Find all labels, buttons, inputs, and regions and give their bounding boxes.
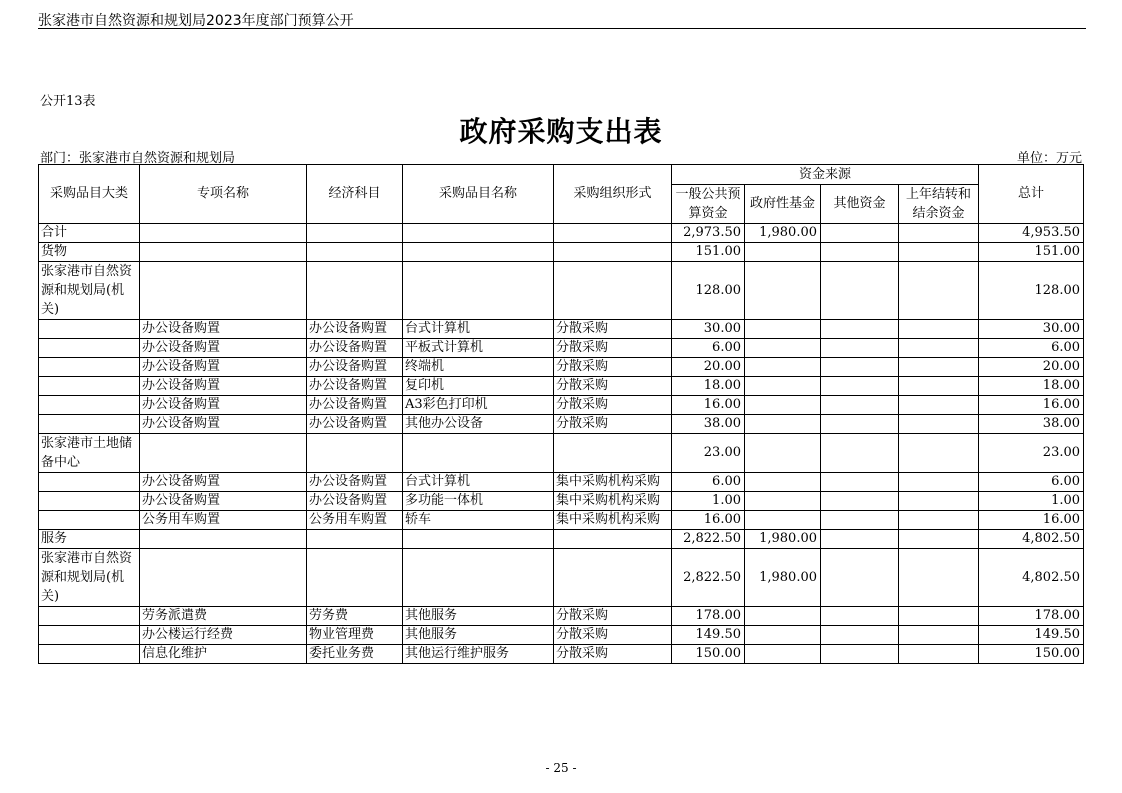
- page-title: 政府采购支出表: [459, 115, 663, 148]
- cell-method: 分散采购: [554, 339, 672, 358]
- cell-gov-fund: [745, 243, 821, 262]
- cell-econ: 办公设备购置: [307, 396, 403, 415]
- table-row: [39, 645, 1084, 664]
- cell-project: 办公楼运行经费: [140, 626, 307, 645]
- cell-econ: 办公设备购置: [307, 339, 403, 358]
- cell-carryover: [899, 339, 979, 358]
- cell-project: [140, 224, 307, 243]
- cell-category: [39, 645, 140, 664]
- cell-gov-fund: [745, 434, 821, 473]
- cell-total: 4,953.50: [979, 224, 1084, 243]
- cell-total: 150.00: [979, 645, 1084, 664]
- header-category: 采购品目大类: [39, 165, 140, 224]
- cell-method: [554, 262, 672, 320]
- cell-total: 30.00: [979, 320, 1084, 339]
- cell-general-budget: 2,973.50: [672, 224, 745, 243]
- cell-project: [140, 434, 307, 473]
- header-funding-source: 资金来源: [672, 165, 979, 185]
- cell-item: [403, 530, 554, 549]
- cell-econ: [307, 243, 403, 262]
- cell-total: 4,802.50: [979, 549, 1084, 607]
- cell-carryover: [899, 530, 979, 549]
- cell-econ: [307, 549, 403, 607]
- cell-econ: [307, 224, 403, 243]
- cell-item: 终端机: [403, 358, 554, 377]
- cell-item: 台式计算机: [403, 320, 554, 339]
- cell-other-funds: [821, 645, 899, 664]
- cell-gov-fund: [745, 358, 821, 377]
- cell-category: [39, 492, 140, 511]
- cell-carryover: [899, 607, 979, 626]
- cell-total: 18.00: [979, 377, 1084, 396]
- cell-econ: 办公设备购置: [307, 320, 403, 339]
- header-gov-fund: 政府性基金: [745, 185, 821, 224]
- cell-method: 集中采购机构采购: [554, 511, 672, 530]
- cell-project: 信息化维护: [140, 645, 307, 664]
- cell-carryover: [899, 243, 979, 262]
- header-project: 专项名称: [140, 165, 307, 224]
- cell-item: 其他办公设备: [403, 415, 554, 434]
- cell-gov-fund: 1,980.00: [745, 224, 821, 243]
- cell-econ: 办公设备购置: [307, 415, 403, 434]
- cell-category: [39, 358, 140, 377]
- cell-carryover: [899, 473, 979, 492]
- cell-other-funds: [821, 396, 899, 415]
- cell-general-budget: 149.50: [672, 626, 745, 645]
- cell-econ: 办公设备购置: [307, 492, 403, 511]
- header-item: 采购品目名称: [403, 165, 554, 224]
- cell-method: 分散采购: [554, 626, 672, 645]
- cell-method: [554, 434, 672, 473]
- header-method: 采购组织形式: [554, 165, 672, 224]
- cell-other-funds: [821, 607, 899, 626]
- cell-gov-fund: [745, 645, 821, 664]
- cell-general-budget: 150.00: [672, 645, 745, 664]
- table-row: [39, 549, 1084, 607]
- cell-project: [140, 549, 307, 607]
- cell-general-budget: 30.00: [672, 320, 745, 339]
- table-row: [39, 224, 1084, 243]
- cell-other-funds: [821, 320, 899, 339]
- cell-category: [39, 320, 140, 339]
- cell-total: 149.50: [979, 626, 1084, 645]
- cell-category: [39, 377, 140, 396]
- cell-method: 分散采购: [554, 377, 672, 396]
- cell-total: 128.00: [979, 262, 1084, 320]
- cell-item: 其他服务: [403, 626, 554, 645]
- cell-method: 分散采购: [554, 607, 672, 626]
- cell-method: [554, 224, 672, 243]
- cell-gov-fund: 1,980.00: [745, 549, 821, 607]
- table-row: [39, 434, 1084, 473]
- cell-total: 178.00: [979, 607, 1084, 626]
- cell-method: 分散采购: [554, 415, 672, 434]
- cell-total: 23.00: [979, 434, 1084, 473]
- cell-category: 张家港市自然资源和规划局(机关): [39, 262, 140, 320]
- cell-total: 6.00: [979, 339, 1084, 358]
- cell-gov-fund: [745, 320, 821, 339]
- cell-item: 其他运行维护服务: [403, 645, 554, 664]
- cell-item: [403, 262, 554, 320]
- cell-gov-fund: [745, 626, 821, 645]
- cell-carryover: [899, 434, 979, 473]
- table-row: [39, 320, 1084, 339]
- cell-other-funds: [821, 492, 899, 511]
- cell-econ: 劳务费: [307, 607, 403, 626]
- table-body: [39, 224, 1084, 664]
- table-row: [39, 243, 1084, 262]
- cell-item: A3彩色打印机: [403, 396, 554, 415]
- cell-carryover: [899, 358, 979, 377]
- cell-item: [403, 243, 554, 262]
- cell-gov-fund: [745, 492, 821, 511]
- cell-method: [554, 549, 672, 607]
- cell-general-budget: 178.00: [672, 607, 745, 626]
- cell-econ: 公务用车购置: [307, 511, 403, 530]
- cell-other-funds: [821, 415, 899, 434]
- cell-project: 办公设备购置: [140, 339, 307, 358]
- cell-item: 多功能一体机: [403, 492, 554, 511]
- cell-category: [39, 473, 140, 492]
- cell-general-budget: 23.00: [672, 434, 745, 473]
- cell-project: 办公设备购置: [140, 396, 307, 415]
- cell-category: [39, 626, 140, 645]
- cell-other-funds: [821, 262, 899, 320]
- cell-project: [140, 243, 307, 262]
- cell-category: [39, 396, 140, 415]
- cell-project: 劳务派遣费: [140, 607, 307, 626]
- cell-carryover: [899, 549, 979, 607]
- cell-general-budget: 16.00: [672, 396, 745, 415]
- header-other-funds: 其他资金: [821, 185, 899, 224]
- cell-project: 办公设备购置: [140, 492, 307, 511]
- cell-total: 16.00: [979, 511, 1084, 530]
- cell-method: 集中采购机构采购: [554, 473, 672, 492]
- cell-carryover: [899, 377, 979, 396]
- cell-category: [39, 607, 140, 626]
- cell-category: [39, 415, 140, 434]
- table-row: [39, 415, 1084, 434]
- cell-category: 张家港市自然资源和规划局(机关): [39, 549, 140, 607]
- cell-category: [39, 511, 140, 530]
- cell-other-funds: [821, 549, 899, 607]
- cell-general-budget: 128.00: [672, 262, 745, 320]
- cell-gov-fund: 1,980.00: [745, 530, 821, 549]
- cell-gov-fund: [745, 339, 821, 358]
- cell-general-budget: 1.00: [672, 492, 745, 511]
- cell-carryover: [899, 320, 979, 339]
- cell-method: [554, 530, 672, 549]
- cell-item: 其他服务: [403, 607, 554, 626]
- cell-econ: 办公设备购置: [307, 377, 403, 396]
- cell-item: [403, 549, 554, 607]
- cell-category: 服务: [39, 530, 140, 549]
- header-carryover: 上年结转和结余资金: [899, 185, 979, 224]
- cell-other-funds: [821, 473, 899, 492]
- page-number: - 25 -: [545, 761, 577, 775]
- cell-item: 复印机: [403, 377, 554, 396]
- cell-carryover: [899, 645, 979, 664]
- cell-econ: 委托业务费: [307, 645, 403, 664]
- cell-general-budget: 20.00: [672, 358, 745, 377]
- header-general-budget: 一般公共预算资金: [672, 185, 745, 224]
- cell-project: [140, 262, 307, 320]
- table-row: [39, 339, 1084, 358]
- cell-other-funds: [821, 243, 899, 262]
- cell-total: 4,802.50: [979, 530, 1084, 549]
- table-row: [39, 492, 1084, 511]
- unit-label: 单位：万元: [1016, 151, 1082, 166]
- cell-total: 1.00: [979, 492, 1084, 511]
- procurement-table: [38, 164, 1084, 664]
- cell-method: [554, 243, 672, 262]
- table-row: [39, 530, 1084, 549]
- cell-general-budget: 18.00: [672, 377, 745, 396]
- cell-project: 办公设备购置: [140, 415, 307, 434]
- cell-item: 轿车: [403, 511, 554, 530]
- cell-carryover: [899, 415, 979, 434]
- cell-econ: 办公设备购置: [307, 358, 403, 377]
- cell-project: 办公设备购置: [140, 377, 307, 396]
- cell-general-budget: 151.00: [672, 243, 745, 262]
- department-label: 部门：张家港市自然资源和规划局: [40, 151, 236, 166]
- table-row: [39, 396, 1084, 415]
- cell-general-budget: 38.00: [672, 415, 745, 434]
- cell-econ: [307, 434, 403, 473]
- table-number: 公开13表: [40, 94, 96, 109]
- cell-gov-fund: [745, 473, 821, 492]
- cell-gov-fund: [745, 262, 821, 320]
- cell-econ: [307, 262, 403, 320]
- cell-other-funds: [821, 224, 899, 243]
- cell-method: 分散采购: [554, 645, 672, 664]
- table-row: [39, 473, 1084, 492]
- cell-other-funds: [821, 511, 899, 530]
- cell-econ: 物业管理费: [307, 626, 403, 645]
- cell-total: 151.00: [979, 243, 1084, 262]
- cell-other-funds: [821, 530, 899, 549]
- table-row: [39, 377, 1084, 396]
- cell-project: [140, 530, 307, 549]
- cell-category: 货物: [39, 243, 140, 262]
- cell-project: 办公设备购置: [140, 358, 307, 377]
- cell-carryover: [899, 511, 979, 530]
- cell-method: 分散采购: [554, 396, 672, 415]
- table-row: [39, 607, 1084, 626]
- cell-total: 38.00: [979, 415, 1084, 434]
- cell-total: 6.00: [979, 473, 1084, 492]
- cell-gov-fund: [745, 511, 821, 530]
- cell-other-funds: [821, 377, 899, 396]
- cell-total: 16.00: [979, 396, 1084, 415]
- cell-other-funds: [821, 339, 899, 358]
- cell-project: 办公设备购置: [140, 320, 307, 339]
- cell-item: [403, 434, 554, 473]
- cell-econ: [307, 530, 403, 549]
- cell-gov-fund: [745, 607, 821, 626]
- cell-general-budget: 2,822.50: [672, 530, 745, 549]
- cell-item: [403, 224, 554, 243]
- header-total: 总计: [979, 165, 1084, 224]
- cell-method: 集中采购机构采购: [554, 492, 672, 511]
- cell-general-budget: 6.00: [672, 339, 745, 358]
- cell-category: [39, 339, 140, 358]
- cell-method: 分散采购: [554, 320, 672, 339]
- cell-project: 办公设备购置: [140, 473, 307, 492]
- cell-method: 分散采购: [554, 358, 672, 377]
- cell-econ: 办公设备购置: [307, 473, 403, 492]
- cell-category: 张家港市土地储备中心: [39, 434, 140, 473]
- cell-project: 公务用车购置: [140, 511, 307, 530]
- table-row: [39, 511, 1084, 530]
- cell-carryover: [899, 396, 979, 415]
- cell-general-budget: 16.00: [672, 511, 745, 530]
- cell-carryover: [899, 492, 979, 511]
- table-row: [39, 262, 1084, 320]
- cell-category: 合计: [39, 224, 140, 243]
- cell-gov-fund: [745, 377, 821, 396]
- cell-carryover: [899, 262, 979, 320]
- cell-total: 20.00: [979, 358, 1084, 377]
- cell-general-budget: 6.00: [672, 473, 745, 492]
- table-row: [39, 358, 1084, 377]
- cell-gov-fund: [745, 415, 821, 434]
- cell-other-funds: [821, 434, 899, 473]
- cell-item: 平板式计算机: [403, 339, 554, 358]
- cell-gov-fund: [745, 396, 821, 415]
- table-row: [39, 626, 1084, 645]
- header-rule: [38, 28, 1086, 29]
- cell-item: 台式计算机: [403, 473, 554, 492]
- cell-other-funds: [821, 358, 899, 377]
- running-header: 张家港市自然资源和规划局2023年度部门预算公开: [38, 13, 354, 29]
- cell-other-funds: [821, 626, 899, 645]
- header-econ: 经济科目: [307, 165, 403, 224]
- cell-carryover: [899, 224, 979, 243]
- cell-carryover: [899, 626, 979, 645]
- cell-general-budget: 2,822.50: [672, 549, 745, 607]
